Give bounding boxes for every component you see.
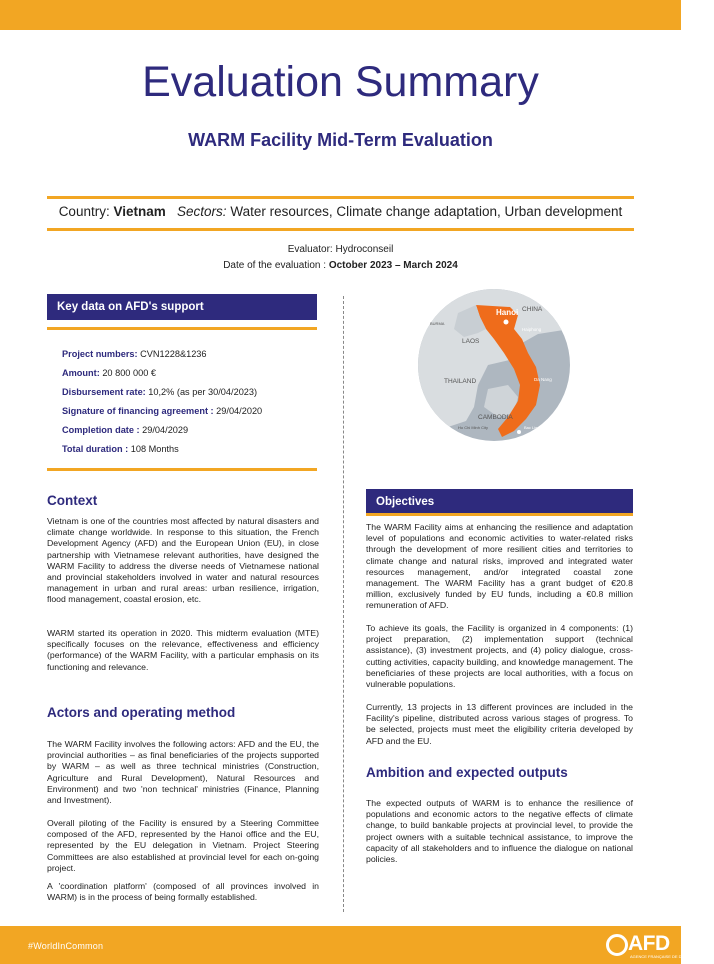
- actors-paragraph: The WARM Facility involves the following actors: AFD and the EU, the provincial authorities – as final beneficiaries of the projects supported by WARM – as well as three technical ministries (Construction, Agriculture and Rural Development), Natural Resources and Environment) and two 'non technical' ministries (Finance, Planning and Investment).: [47, 739, 319, 806]
- map-label-haiphong: Haiphong: [522, 327, 542, 332]
- key-data-list: [62, 348, 312, 462]
- list-item: Completion date : 29/04/2029: [62, 425, 189, 435]
- page-subtitle: WARM Facility Mid-Term Evaluation: [188, 130, 493, 150]
- map-city-marker: [517, 430, 521, 434]
- afd-logo: [606, 931, 714, 961]
- map-label-laos: LAOS: [462, 338, 480, 345]
- ambition-heading: Ambition and expected outputs: [366, 765, 568, 780]
- objectives-paragraph: The WARM Facility aims at enhancing the resilience and adaptation level of populations and economic activities to water-related risks through the development of more resilient cities and territories to climate change and natural risks, improved and integrated water resources management, and/or integrated coastal zone management. The WARM Facility has a grant budget of €20.8 million, exclusively funded by EU funds, including a €0.8 million remuneration of AFD.: [366, 522, 633, 611]
- logo-text: AFD: [628, 932, 670, 955]
- map-hanoi-marker: [504, 320, 509, 325]
- page-title: Evaluation Summary: [142, 58, 539, 106]
- list-item: Amount: 20 800 000 €: [62, 368, 156, 378]
- list-item: Disbursement rate: 10,2% (as per 30/04/2023): [62, 387, 258, 397]
- map-label-myanmar: BURMA: [430, 321, 445, 326]
- divider: [47, 228, 634, 231]
- country-sectors-line: [47, 204, 634, 219]
- divider: [47, 196, 634, 199]
- logo-subtext: AGENCE FRANÇAISE DE DÉVELOPPEMENT: [630, 954, 714, 959]
- date-label: Date of the evaluation :: [223, 260, 327, 271]
- sectors-label: Sectors:: [177, 204, 227, 219]
- key-data-heading: Key data on AFD's support: [47, 294, 317, 320]
- list-item: Signature of financing agreement : 29/04/2020: [62, 406, 263, 416]
- list-item: Project numbers: CVN1228&1236: [62, 349, 207, 359]
- actors-heading: Actors and operating method: [47, 705, 236, 720]
- map-label-thailand: THAILAND: [444, 378, 477, 385]
- context-heading: Context: [47, 493, 98, 508]
- country-label: Country:: [58, 204, 110, 219]
- list-item: Total duration : 108 Months: [62, 444, 179, 454]
- objectives-heading: Objectives: [366, 489, 633, 514]
- map-label-hanoi: Hanoi: [496, 308, 519, 317]
- evaluator: Evaluator: Hydroconseil: [287, 244, 394, 255]
- ambition-paragraph: The expected outputs of WARM is to enhance the resilience of populations and economic actors to the negative effects of climate change, to build bankable projects at provincial level, to provide the project owners with a suitable technical assistance, to improve the capacity of all stakeholders and to influence the dialogue on national policies.: [366, 798, 633, 865]
- divider: [47, 468, 317, 471]
- date-value: October 2023 – March 2024: [328, 260, 458, 271]
- map-label-cambodia: CAMBODIA: [478, 414, 513, 421]
- hashtag: #WorldInCommon: [28, 941, 104, 951]
- divider: [366, 513, 633, 516]
- actors-paragraph: Overall piloting of the Facility is ensured by a Steering Committee composed of the AFD, represented by the Hanoi office and the EU, represented by the EU delegation in Vietnam. Project Steering Committees are also established at provincial level for each on-going project.: [47, 818, 319, 873]
- sectors-value: Water resources, Climate change adaptation, Urban development: [230, 204, 623, 219]
- context-paragraph: WARM started its operation in 2020. This midterm evaluation (MTE) specifically focuses on the relevance, effectiveness and efficiency (performance) of the WARM Facility, with a particular emphasis on its functioning and relevance.: [47, 628, 319, 672]
- context-paragraph: Vietnam is one of the countries most affected by natural disasters and climate change worldwide. In response to this situation, the French Development Agency (AFD) and the European Union (EU), in close partnership with Vietnamese relevant authorities, have designed the WARM Facility to address the diverse needs of Vietnamese national and provincial stakeholders involved in water and natural resources management in urban and rural areas: urban resilience, irrigation, flood management, coastal erosion, etc.: [47, 516, 319, 605]
- column-divider: [343, 296, 345, 912]
- evaluation-date: [0, 260, 681, 271]
- vietnam-map: [418, 289, 570, 441]
- top-accent-bar: [0, 0, 681, 30]
- map-label-danang: Da Nang: [534, 377, 552, 382]
- country-value: Vietnam: [113, 204, 166, 219]
- actors-paragraph: A 'coordination platform' (composed of all provinces involved in WARM) is in the process of being formally established.: [47, 881, 319, 903]
- map-label-mekong: Bac Lieu: [524, 425, 540, 430]
- divider: [47, 327, 317, 330]
- map-label-hcmc: Ho Chi Minh City: [458, 425, 489, 430]
- objectives-paragraph: Currently, 13 projects in 13 different provinces are included in the Facility's pipeline, distributed across various stages of progress. To be selected, projects must meet the eligibility criteria developed by AFD and the EU.: [366, 702, 633, 746]
- logo-circle-icon: [606, 934, 628, 956]
- map-label-china: CHINA: [522, 306, 543, 313]
- objectives-paragraph: To achieve its goals, the Facility is organized in 4 components: (1) project preparation, (2) implementation support (technical assistance), (3) investment projects, and (4) policy dialogue, cross-cutting activities, capacity building, and knowledge management. The beneficiaries of these projects are local authorities, with a focus on vulnerable populations.: [366, 623, 633, 690]
